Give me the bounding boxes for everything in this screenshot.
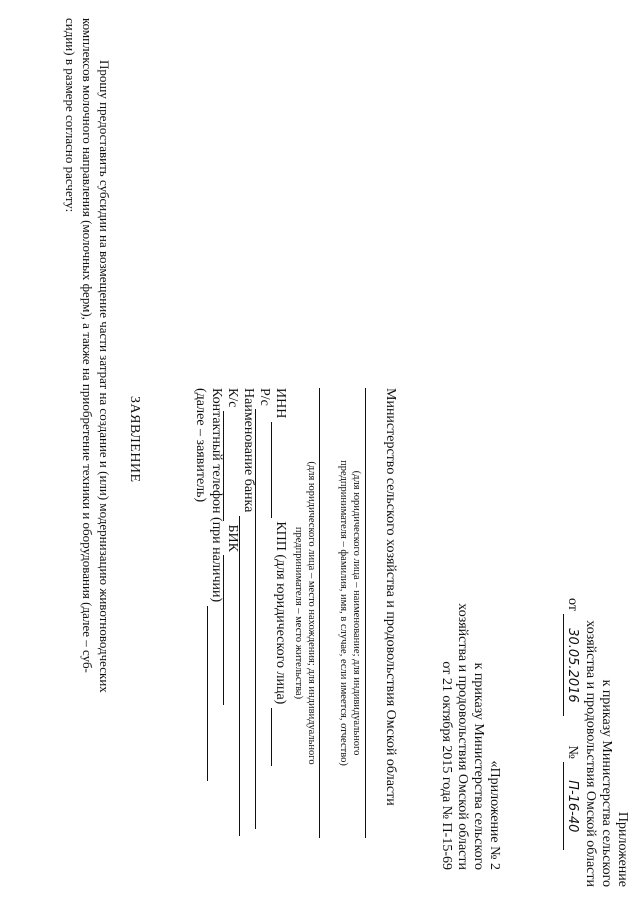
applicant-note: (далее – заявитель) (193, 388, 208, 503)
statement-heading: ЗАЯВЛЕНИЕ (127, 396, 142, 483)
address-hint-2: предпринимателя – место жительства) (293, 526, 304, 700)
phone-field (207, 606, 224, 781)
kpp-field (271, 708, 288, 766)
appendix2-line3: от 21 октября 2015 года № П-15-69 (439, 661, 454, 870)
rs-label: Р/с (257, 388, 272, 406)
order-date: 30.05.2016 (563, 614, 580, 716)
phone-line (207, 388, 224, 781)
name-field-line (365, 388, 366, 838)
address-hint-1: (для юридического лица – место нахождения; для индивидуального (306, 461, 317, 765)
order-appendix-title: Приложение (615, 811, 630, 887)
order-appendix-line2: хозяйства и продовольствия Омской области (583, 620, 598, 887)
appendix2-line1: к приказу Министерства сельского (471, 662, 486, 870)
number-prefix: № (565, 745, 580, 759)
date-prefix: от (565, 598, 580, 611)
order-appendix-date-line (563, 598, 580, 850)
bik-label: БИК (225, 524, 240, 552)
body-line-2: комплексов молочного направления (молочных ферм), а также на приобретение техники и оборудования (далее – суб- (80, 18, 95, 673)
bik-field (223, 555, 240, 705)
kpp-label: КПП (для юридического лица) (273, 521, 288, 705)
inn-kpp-line (271, 388, 288, 766)
appendix2-title: «Приложение № 2 (487, 760, 502, 870)
addressee: Министерство сельского хозяйства и продовольствия Омской области (383, 388, 398, 806)
phone-label: Контактный телефон (при наличии) (209, 388, 224, 603)
rs-line (255, 388, 272, 829)
order-number: П-16-40 (563, 762, 580, 850)
bank-label: Наименование банка (241, 388, 256, 513)
name-field-line-2 (319, 388, 320, 838)
order-appendix-line1: к приказу Министерства сельского (599, 679, 614, 887)
inn-field (271, 422, 288, 518)
name-hint-2: предпринимателя – фамилия, имя, в случае, если имеется, отчество) (338, 460, 349, 766)
ks-label: К/с (225, 388, 240, 408)
ks-field (223, 411, 240, 521)
bank-field (239, 516, 256, 836)
body-line-1: Прошу предоставить субсидии на возмещение части затрат на создание и (или) модернизацию животноводческих (97, 60, 112, 693)
rs-field (255, 409, 272, 829)
body-line-3: сидии) в размере согласно расчету: (63, 18, 78, 213)
bank-line (239, 388, 256, 836)
appendix2-line2: хозяйства и продовольствия Омской области (455, 603, 470, 870)
ks-bik-line (223, 388, 240, 705)
inn-label: ИНН (273, 388, 288, 419)
name-hint-1: (для юридического лица – наименование; для индивидуального (351, 470, 362, 756)
